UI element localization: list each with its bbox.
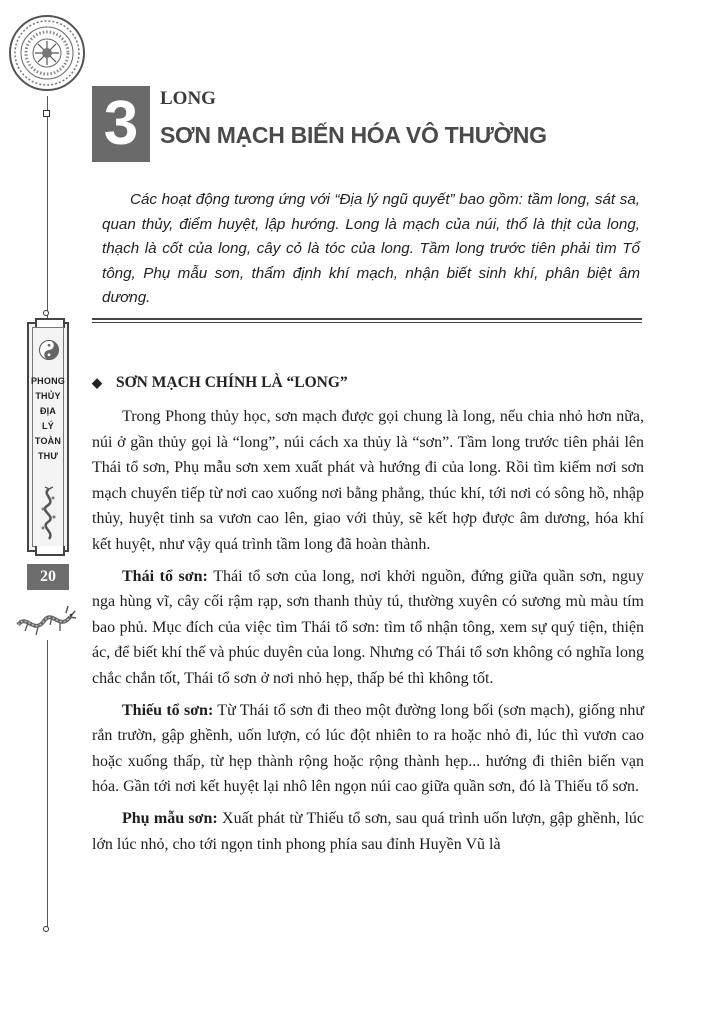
term-label: Phụ mẫu sơn:	[122, 809, 218, 827]
paragraph-text: Xuất phát từ Thiếu tổ sơn, sau quá trình uốn lượn, gập ghềnh, lúc lớn lúc nhỏ, cho tới ngọn tinh phong phía sau đỉnh Huyền Vũ là	[92, 809, 645, 853]
body-text	[92, 404, 644, 863]
book-title-line: TOÀN	[34, 436, 62, 446]
chapter-intro	[102, 188, 640, 311]
side-line-knob	[43, 310, 49, 316]
term-label: Thái tổ sơn:	[122, 567, 208, 585]
term-label: Thiếu tổ sơn:	[122, 701, 214, 719]
book-title-line: THƯ	[37, 451, 59, 461]
side-line-knob	[43, 926, 49, 932]
intro-paragraph: Các hoạt động tương ứng với “Địa lý ngũ quyết” bao gồm: tầm long, sát sa, quan thủy, điểm huyệt, lập hướng. Long là mạch của núi, thổ là thịt của long, thạch là cốt của long, cây cỏ là tóc của long. Tầm long trước tiên phải tìm Tổ tông, Phụ mẫu sơn, thẩm định khí mạch, nhận biết sinh khí, phân biệt âm dương.	[102, 191, 640, 306]
paragraph	[92, 698, 644, 800]
section-heading	[92, 374, 348, 392]
paragraph	[92, 806, 644, 857]
chapter-title: SƠN MẠCH BIẾN HÓA VÔ THƯỜNG	[160, 122, 547, 148]
chapter-kicker: LONG	[160, 88, 216, 109]
side-line-bottom	[47, 640, 48, 930]
bronze-drum-seal-icon	[8, 14, 86, 92]
divider	[92, 318, 642, 320]
diamond-bullet-icon: ◆	[92, 375, 102, 390]
paragraph-text: Thái tổ sơn của long, nơi khởi nguồn, đứng giữa quần sơn, nguy nga hùng vĩ, cây cối rậm rạp, sơn thanh thủy tú, thường xuyên có sương mù màu tím bao phủ. Mục đích của việc tìm Thái tổ sơn: tìm tổ nhận tông, xem sự quý tiện, thiện ác, để biết khí thế và phúc duyên của long. Nhưng có Thái tổ sơn không có nghĩa long chắc chắn tốt, Thái tổ sơn ở nơi nhỏ hẹp, thấp bé thì không tốt.	[92, 567, 645, 687]
book-title-panel	[27, 322, 69, 552]
paragraph	[92, 404, 644, 558]
side-line-knob	[43, 110, 50, 117]
side-line-top	[47, 96, 48, 322]
divider	[92, 322, 642, 323]
yin-yang-icon	[39, 340, 59, 360]
chapter-number: 3	[92, 86, 150, 162]
book-title	[29, 374, 67, 464]
section-heading-text: SƠN MẠCH CHÍNH LÀ “LONG”	[116, 374, 348, 391]
dragon-icon	[14, 595, 76, 643]
paragraph-text: Từ Thái tổ sơn đi theo một đường long bối (sơn mạch), giống như rắn trườn, gập ghềnh, uốn lượn, có lúc đột nhiên to ra hoặc nhỏ đi, lúc thì vươn cao hoặc xuống thấp, từ hẹp thành rộng hoặc rộng thành hẹp... hướng đi thiên biến vạn hóa. Gần tới nơi kết huyệt lại nhô lên ngọn núi cao giữa quần sơn, đó là Thiếu tổ sơn.	[92, 701, 644, 796]
panel-ornament	[35, 546, 65, 556]
book-title-line: PHONG	[30, 376, 65, 386]
dragon-icon	[35, 486, 63, 542]
book-title-line: LÝ	[42, 421, 54, 431]
paragraph-text: Trong Phong thủy học, sơn mạch được gọi chung là long, nếu chia nhỏ hơn nữa, núi ở gần thủy gọi là “long”, núi cách xa thủy là “sơn”. Tầm long trước tiên phải lên Thái tổ sơn, Phụ mẫu sơn xem xuất phát và hướng đi của long. Rồi tìm kiếm nơi sơn mạch chuyển tiếp từ nơi cao xuống nơi bằng phẳng, thúc khí, tới nơi có sông hồ, nhập thủy, huyệt tinh sa vươn cao lên, giao với thủy, sẽ kết hợp được âm dương, hóa khí kết huyệt, như vậy quá trình tầm long đã hoàn thành.	[92, 408, 644, 553]
book-title-line: ĐỊA	[39, 406, 57, 416]
page-number: 20	[27, 564, 69, 590]
book-title-line: THỦY	[35, 391, 61, 401]
paragraph	[92, 564, 644, 692]
